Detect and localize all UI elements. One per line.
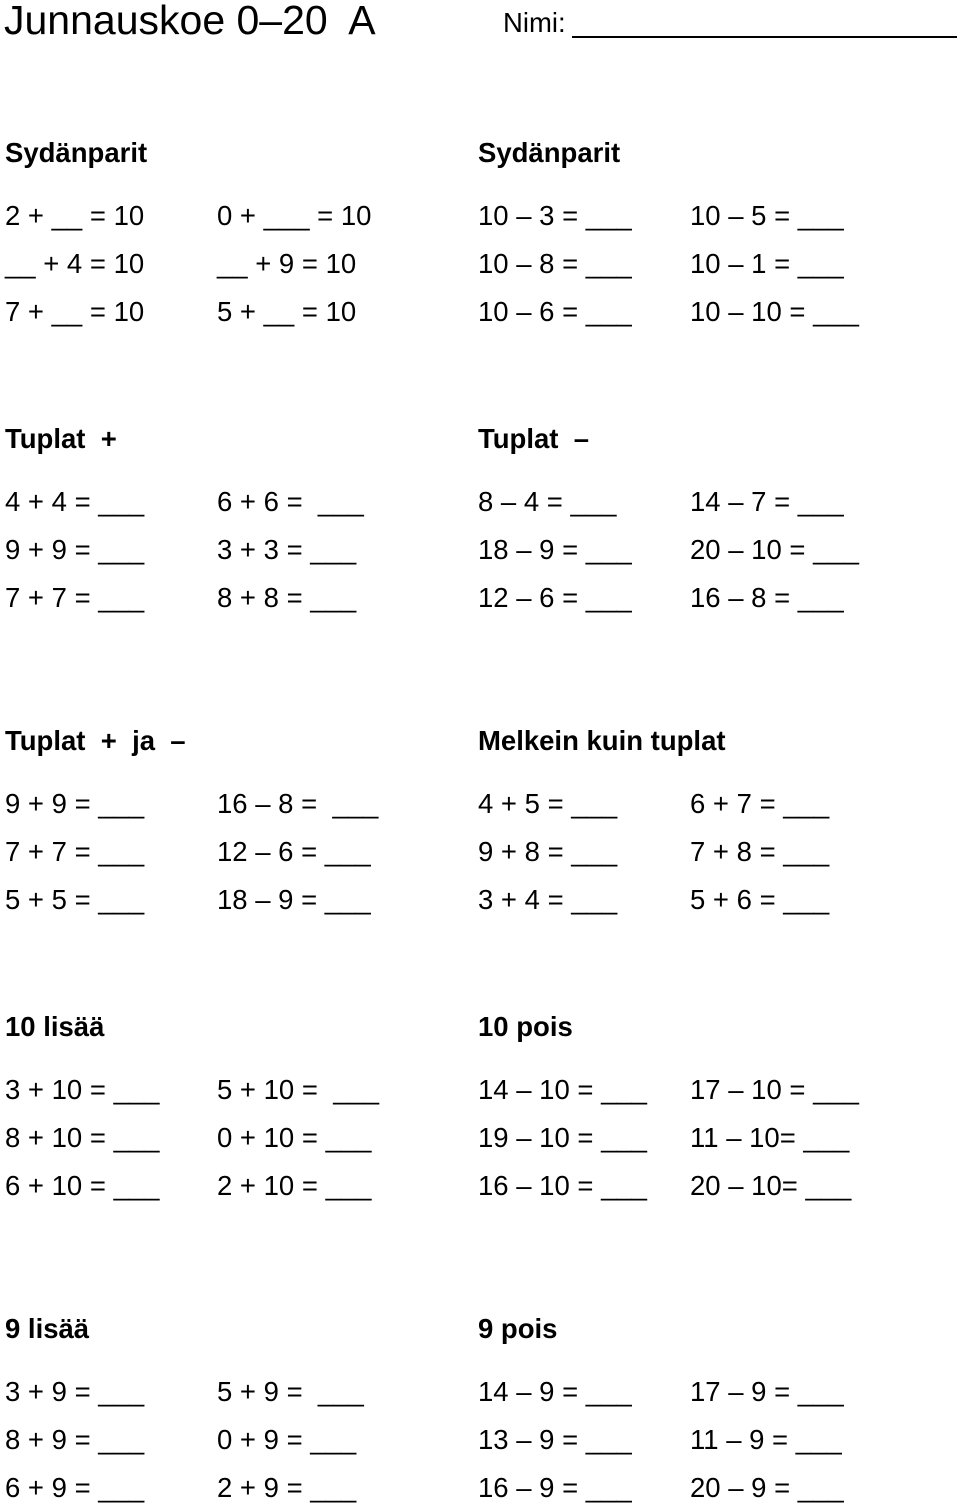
math-problem: 10 – 10 = ___: [690, 296, 859, 327]
math-problem: 0 + 10 = ___: [217, 1122, 372, 1153]
math-problem: 11 – 10= ___: [690, 1122, 850, 1153]
math-problem: 16 – 8 = ___: [690, 582, 844, 613]
problem-column: [478, 486, 632, 613]
problem-column: [5, 1074, 159, 1201]
problem-column: [5, 486, 144, 613]
math-problem: 8 + 10 = ___: [5, 1122, 160, 1153]
math-problem: __ + 9 = 10: [217, 248, 357, 279]
heading-10-lisaa: 10 lisää: [5, 1011, 105, 1042]
math-problem: 2 + 9 = ___: [217, 1472, 357, 1503]
name-line: [572, 36, 957, 38]
problem-column: [690, 1074, 859, 1201]
math-problem: 20 – 9 = ___: [690, 1472, 844, 1503]
math-problem: 3 + 3 = ___: [217, 534, 357, 565]
math-problem: 0 + ___ = 10: [217, 200, 372, 231]
math-problem: 3 + 4 = ___: [478, 884, 618, 915]
math-problem: 5 + 10 = ___: [217, 1074, 380, 1105]
name-label: Nimi:: [503, 7, 566, 38]
math-problem: 11 – 9 = ___: [690, 1424, 842, 1455]
math-problem: 4 + 4 = ___: [5, 486, 145, 517]
heading-tuplat-minus: Tuplat –: [478, 423, 590, 454]
math-problem: 5 + 5 = ___: [5, 884, 145, 915]
math-problem: 18 – 9 = ___: [217, 884, 371, 915]
block-10-lisaa-pois: [0, 1011, 960, 1201]
problem-column: [690, 788, 829, 915]
math-problem: 7 + 7 = ___: [5, 582, 145, 613]
math-problem: 12 – 6 = ___: [478, 582, 632, 613]
math-problem: 14 – 7 = ___: [690, 486, 844, 517]
math-problem: 18 – 9 = ___: [478, 534, 632, 565]
math-problem: 20 – 10= ___: [690, 1170, 852, 1201]
math-problem: 6 + 9 = ___: [5, 1472, 145, 1503]
math-problem: 12 – 6 = ___: [217, 836, 371, 867]
heading-9-pois: 9 pois: [478, 1313, 558, 1344]
math-problem: 19 – 10 = ___: [478, 1122, 647, 1153]
heading-sydanparit-right: Sydänparit: [478, 137, 621, 168]
math-problem: 7 + 8 = ___: [690, 836, 830, 867]
problem-column: [478, 1376, 632, 1503]
math-problem: 16 – 10 = ___: [478, 1170, 647, 1201]
math-problem: 20 – 10 = ___: [690, 534, 859, 565]
math-problem: 10 – 5 = ___: [690, 200, 844, 231]
block-9-lisaa-pois: [0, 1313, 960, 1503]
math-problem: 6 + 7 = ___: [690, 788, 830, 819]
math-problem: 8 + 9 = ___: [5, 1424, 145, 1455]
heading-melkein-kuin-tuplat: Melkein kuin tuplat: [478, 725, 726, 756]
problem-column: [478, 788, 617, 915]
math-problem: __ + 4 = 10: [5, 248, 145, 279]
math-problem: 5 + 9 = ___: [217, 1376, 364, 1407]
math-problem: 17 – 9 = ___: [690, 1376, 844, 1407]
heading-sydanparit-left: Sydänparit: [5, 137, 148, 168]
problem-column: [5, 788, 144, 915]
block-tuplat-mixed: [0, 725, 960, 915]
math-problem: 2 + 10 = ___: [217, 1170, 372, 1201]
math-problem: 10 – 8 = ___: [478, 248, 632, 279]
math-problem: 7 + 7 = ___: [5, 836, 145, 867]
block-sydanparit: [0, 137, 960, 327]
problem-column: [5, 200, 144, 327]
math-problem: 4 + 5 = ___: [478, 788, 618, 819]
problem-column: [690, 486, 859, 613]
problem-column: [217, 788, 378, 915]
problem-column: [690, 200, 859, 327]
math-problem: 14 – 10 = ___: [478, 1074, 647, 1105]
math-problem: 6 + 6 = ___: [217, 486, 364, 517]
math-problem: 6 + 10 = ___: [5, 1170, 160, 1201]
heading-10-pois: 10 pois: [478, 1011, 573, 1042]
problem-column: [478, 200, 632, 327]
math-problem: 16 – 8 = ___: [217, 788, 379, 819]
math-problem: 7 + __ = 10: [5, 296, 145, 327]
math-problem: 14 – 9 = ___: [478, 1376, 632, 1407]
math-problem: 9 + 9 = ___: [5, 534, 145, 565]
problem-column: [217, 486, 364, 613]
math-problem: 9 + 8 = ___: [478, 836, 618, 867]
problem-column: [217, 1376, 364, 1503]
math-problem: 10 – 3 = ___: [478, 200, 632, 231]
math-problem: 9 + 9 = ___: [5, 788, 145, 819]
math-problem: 10 – 6 = ___: [478, 296, 632, 327]
math-problem: 17 – 10 = ___: [690, 1074, 859, 1105]
math-problem: 8 – 4 = ___: [478, 486, 617, 517]
math-problem: 0 + 9 = ___: [217, 1424, 357, 1455]
math-problem: 3 + 9 = ___: [5, 1376, 145, 1407]
problem-column: [217, 200, 371, 327]
math-problem: 5 + 6 = ___: [690, 884, 830, 915]
problem-column: [690, 1376, 844, 1503]
block-tuplat: [0, 423, 960, 613]
math-problem: 10 – 1 = ___: [690, 248, 844, 279]
math-problem: 2 + __ = 10: [5, 200, 145, 231]
math-problem: 3 + 10 = ___: [5, 1074, 160, 1105]
math-problem: 5 + __ = 10: [217, 296, 357, 327]
problem-column: [5, 1376, 144, 1503]
problem-column: [478, 1074, 647, 1201]
heading-tuplat-plus-minus: Tuplat + ja –: [5, 725, 186, 756]
math-problem: 16 – 9 = ___: [478, 1472, 632, 1503]
heading-9-lisaa: 9 lisää: [5, 1313, 90, 1344]
problem-column: [217, 1074, 379, 1201]
heading-tuplat-plus: Tuplat +: [5, 423, 117, 454]
page-title: Junnauskoe 0–20 A: [4, 0, 376, 43]
math-problem: 13 – 9 = ___: [478, 1424, 632, 1455]
math-problem: 8 + 8 = ___: [217, 582, 357, 613]
